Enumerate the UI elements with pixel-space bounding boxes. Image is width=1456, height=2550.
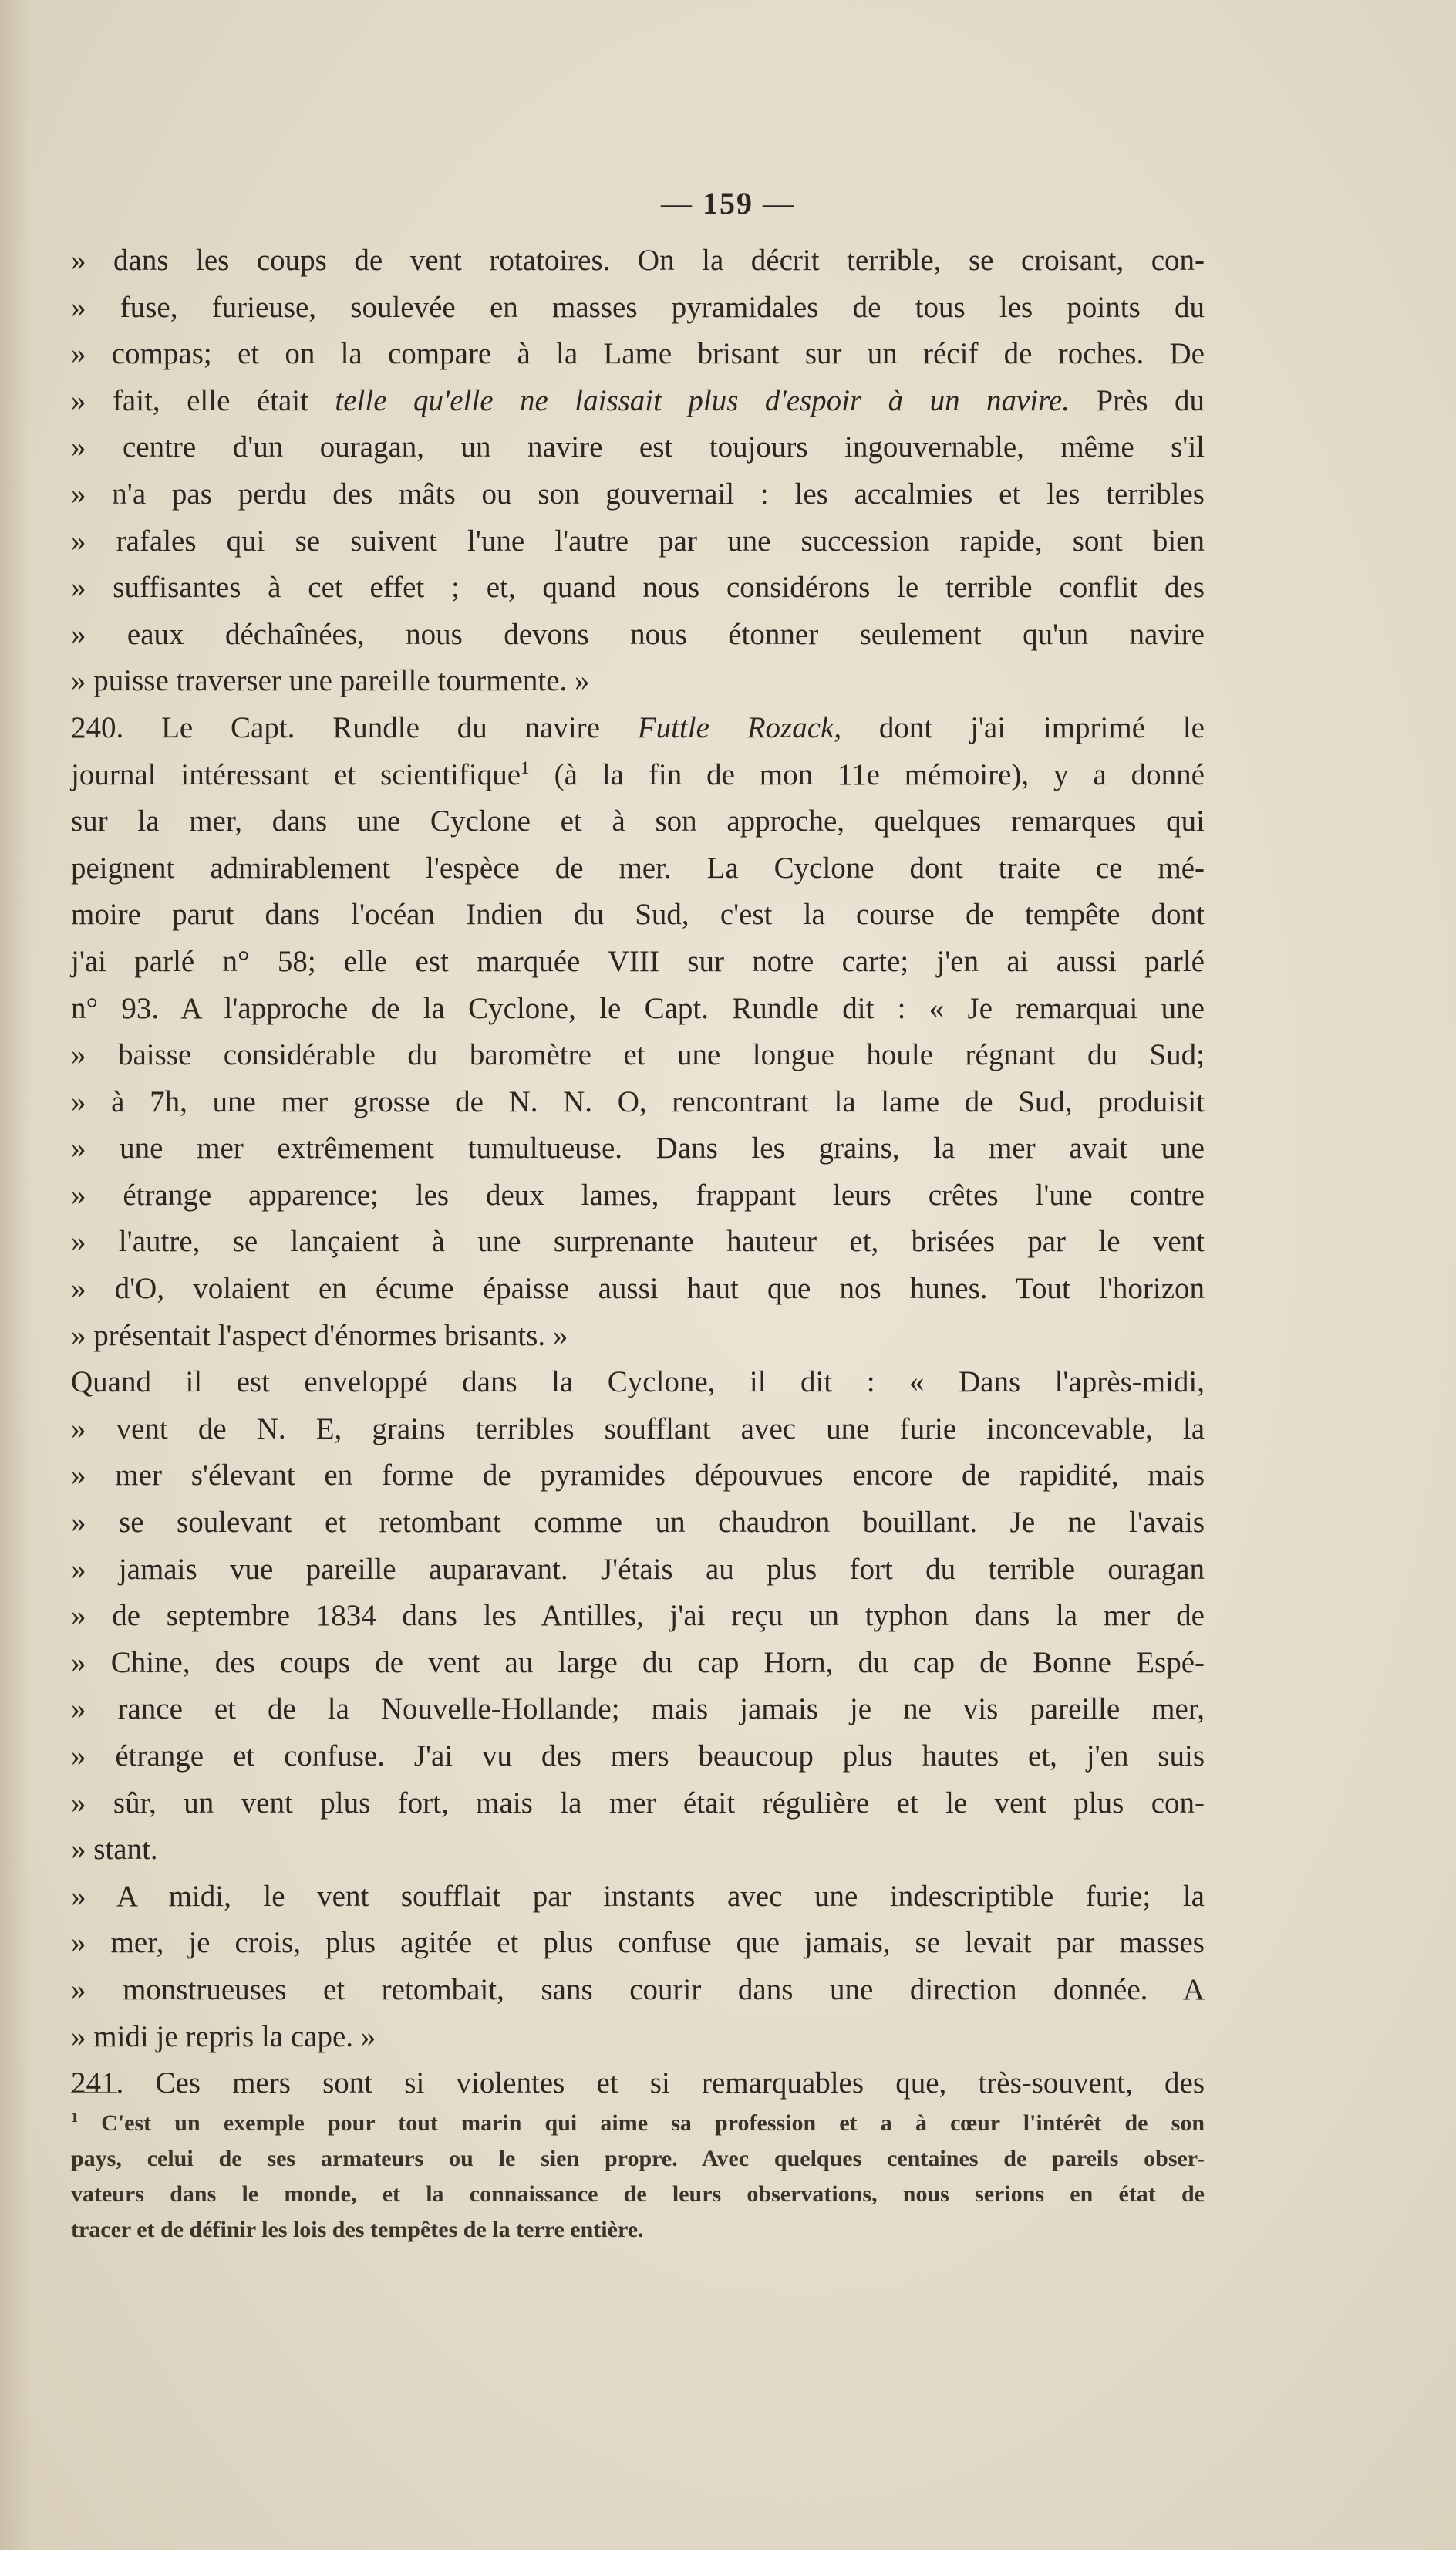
text-line: » suffisantes à cet effet ; et, quand nous considérons le terrible conflit des — [71, 571, 1205, 605]
text-segment: Près du — [1069, 383, 1205, 417]
text-line: » de septembre 1834 dans les Antilles, j'ai reçu un typhon dans la mer de — [71, 1599, 1205, 1633]
footnote-line: vateurs dans le monde, et la connaissance de leurs observations, nous serions en état de — [71, 2181, 1205, 2207]
text-line: » eaux déchaînées, nous devons nous étonner seulement qu'un navire — [71, 617, 1205, 651]
footnote-line — [71, 2106, 1205, 2141]
text-segment: C'est un exemple pour tout marin qui aime sa profession et a à cœur l'intérêt de son — [101, 2110, 1205, 2136]
text-line: » rance et de la Nouvelle-Hollande; mais jamais je ne vis pareille mer, — [71, 1692, 1205, 1726]
text-line: » une mer extrêmement tumultueuse. Dans les grains, la mer avait une — [71, 1132, 1205, 1165]
text-line-with-italic — [71, 378, 1205, 425]
text-line: » étrange apparence; les deux lames, frappant leurs crêtes l'une contre — [71, 1178, 1205, 1212]
text-line-with-footnote-ref — [71, 752, 1205, 799]
text-line: » rafales qui se suivent l'une l'autre par une succession rapide, sont bien — [71, 524, 1205, 558]
italic-phrase: telle qu'elle ne laissait plus d'espoir à un navire. — [335, 383, 1070, 417]
text-line: moire parut dans l'océan Indien du Sud, c'est la course de tempête dont — [71, 898, 1205, 932]
text-line: » compas; et on la compare à la Lame brisant sur un récif de roches. De — [71, 337, 1205, 371]
text-line: » vent de N. E, grains terribles soufflant avec une furie inconcevable, la — [71, 1412, 1205, 1445]
text-line: » stant. — [71, 1833, 158, 1867]
text-line: » étrange et confuse. J'ai vu des mers beaucoup plus hautes et, j'en suis — [71, 1739, 1205, 1773]
page-number: — 159 — — [661, 186, 795, 221]
text-segment: » fait, elle était — [71, 383, 335, 417]
footnote-line: tracer et de définir les lois des tempêtes de la terre entière. — [71, 2217, 644, 2242]
text-line: » jamais vue pareille auparavant. J'étais au plus fort du terrible ouragan — [71, 1552, 1205, 1586]
page-gutter-shadow — [0, 0, 31, 2550]
paragraph-241-first-line: 241. Ces mers sont si violentes et si remarquables que, très-souvent, des — [71, 2066, 1205, 2100]
text-line: » à 7h, une mer grosse de N. N. O, rencontrant la lame de Sud, produisit — [71, 1084, 1205, 1118]
footnote-divider — [71, 2092, 117, 2093]
text-line: » centre d'un ouragan, un navire est toujours ingouvernable, même s'il — [71, 430, 1205, 464]
text-segment: 240. Le Capt. Rundle du navire — [71, 710, 638, 744]
text-line: j'ai parlé n° 58; elle est marquée VIII sur notre carte; j'en ai aussi parlé — [71, 944, 1205, 978]
text-line: » l'autre, se lançaient à une surprenante hauteur et, brisées par le vent — [71, 1225, 1205, 1259]
text-line: n° 93. A l'approche de la Cyclone, le Capt. Rundle dit : « Je remarquai une — [71, 991, 1205, 1025]
text-segment: (à la fin de mon 11e mémoire), y a donné — [529, 757, 1205, 791]
text-line: » se soulevant et retombant comme un chaudron bouillant. Je ne l'avais — [71, 1506, 1205, 1540]
text-line: » midi je repris la cape. » — [71, 2019, 376, 2053]
text-line: » puisse traverser une pareille tourmente. » — [71, 664, 590, 698]
text-line: peignent admirablement l'espèce de mer. La Cyclone dont traite ce mé- — [71, 851, 1205, 885]
text-line: » présentait l'aspect d'énormes brisants. » — [71, 1318, 568, 1352]
text-line: » sûr, un vent plus fort, mais la mer était régulière et le vent plus con- — [71, 1786, 1205, 1820]
text-line: Quand il est enveloppé dans la Cyclone, il dit : « Dans l'après-midi, — [71, 1365, 1205, 1399]
text-line: » mer s'élevant en forme de pyramides dépouvues encore de rapidité, mais — [71, 1459, 1205, 1493]
text-line: » monstrueuses et retombait, sans courir dans une direction donnée. A — [71, 1972, 1205, 2006]
text-line: » Chine, des coups de vent au large du cap Horn, du cap de Bonne Espé- — [71, 1645, 1205, 1679]
ship-name: Futtle Rozack, — [637, 710, 842, 744]
main-text — [71, 238, 1205, 2107]
text-segment: dont j'ai imprimé le — [841, 710, 1205, 744]
footnote-line: pays, celui de ses armateurs ou le sien propre. Avec quelques centaines de pareils obser- — [71, 2146, 1205, 2171]
footnote — [71, 2106, 1205, 2248]
text-segment: journal intéressant et scientifique — [71, 757, 521, 791]
text-line: » baisse considérable du baromètre et une longue houle régnant du Sud; — [71, 1038, 1205, 1072]
text-line: » n'a pas perdu des mâts ou son gouvernail : les accalmies et les terribles — [71, 477, 1205, 511]
text-line: » A midi, le vent soufflait par instants avec une indescriptible furie; la — [71, 1879, 1205, 1913]
paragraph-240-first-line — [71, 705, 1205, 752]
text-line: » dans les coups de vent rotatoires. On la décrit terrible, se croisant, con- — [71, 244, 1205, 277]
footnote-reference[interactable]: 1 — [521, 757, 530, 778]
text-line: sur la mer, dans une Cyclone et à son approche, quelques remarques qui — [71, 804, 1205, 838]
footnote-marker: 1 — [71, 2110, 78, 2125]
text-line: » d'O, volaient en écume épaisse aussi haut que nos hunes. Tout l'horizon — [71, 1272, 1205, 1306]
text-line: » fuse, furieuse, soulevée en masses pyramidales de tous les points du — [71, 290, 1205, 324]
text-line: » mer, je crois, plus agitée et plus confuse que jamais, se levait par masses — [71, 1926, 1205, 1960]
